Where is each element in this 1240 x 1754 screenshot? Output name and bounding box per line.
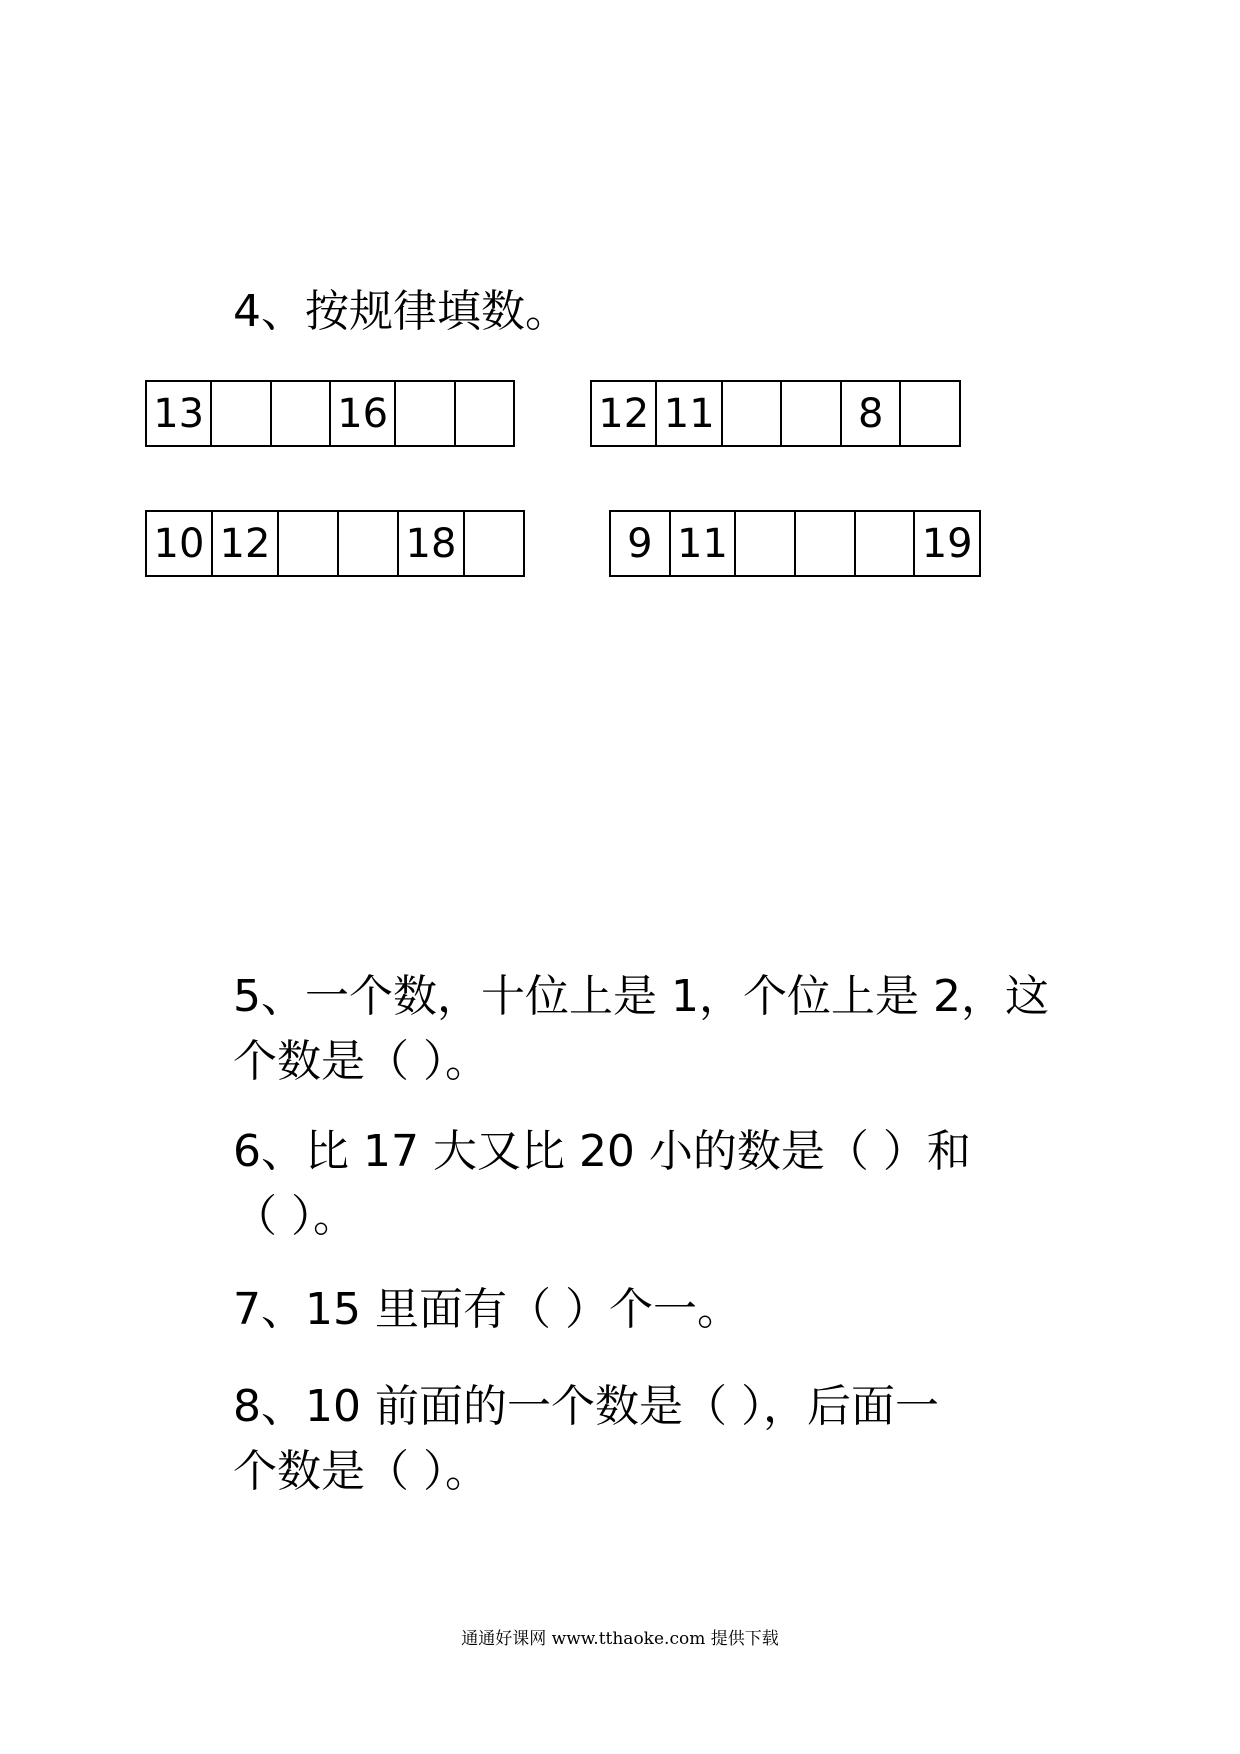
sequence-cell-blank[interactable] (339, 512, 399, 575)
question-5-line-2: 个数是（ ）。 (233, 1036, 489, 1087)
sequence-cell: 18 (399, 512, 465, 575)
sequence-cell: 8 (842, 382, 902, 445)
number-sequence-4 (609, 510, 981, 577)
sequence-cell: 10 (147, 512, 213, 575)
footer-credit: 通通好课网 www.tthaoke.com 提供下载 (461, 1629, 779, 1649)
sequence-cell: 12 (213, 512, 279, 575)
number-sequence-3 (145, 510, 525, 577)
sequence-cell-blank[interactable] (723, 382, 783, 445)
sequence-cell-blank[interactable] (212, 382, 271, 445)
sequence-cell-blank[interactable] (782, 382, 842, 445)
number-sequence-1 (145, 380, 515, 447)
number-sequence-2 (590, 380, 961, 447)
sequence-cell-blank[interactable] (396, 382, 455, 445)
sequence-cell: 19 (915, 512, 981, 575)
question-7-line-1: 7、15 里面有（ ）个一。 (233, 1284, 741, 1335)
sequence-cell-blank[interactable] (279, 512, 339, 575)
sequence-cell-blank[interactable] (901, 382, 961, 445)
question-5-line-1: 5、一个数，十位上是 1，个位上是 2，这 (233, 971, 1049, 1022)
sequence-cell-blank[interactable] (465, 512, 525, 575)
sequence-cell-blank[interactable] (856, 512, 916, 575)
question-6-line-1: 6、比 17 大又比 20 小的数是（ ）和 (233, 1126, 971, 1177)
section-4-title: 4、按规律填数。 (233, 286, 569, 337)
sequence-cell-blank[interactable] (272, 382, 331, 445)
sequence-cell: 13 (147, 382, 212, 445)
sequence-cell: 11 (657, 382, 722, 445)
sequence-cell: 9 (611, 512, 671, 575)
sequence-cell: 16 (331, 382, 396, 445)
sequence-cell-blank[interactable] (456, 382, 515, 445)
sequence-cell: 12 (592, 382, 657, 445)
question-8-line-2: 个数是（ ）。 (233, 1446, 489, 1497)
question-8-line-1: 8、10 前面的一个数是（ ），后面一 (233, 1381, 939, 1432)
question-6-line-2: （ ）。 (233, 1191, 357, 1242)
sequence-cell-blank[interactable] (796, 512, 856, 575)
sequence-cell-blank[interactable] (736, 512, 796, 575)
sequence-cell: 11 (671, 512, 737, 575)
